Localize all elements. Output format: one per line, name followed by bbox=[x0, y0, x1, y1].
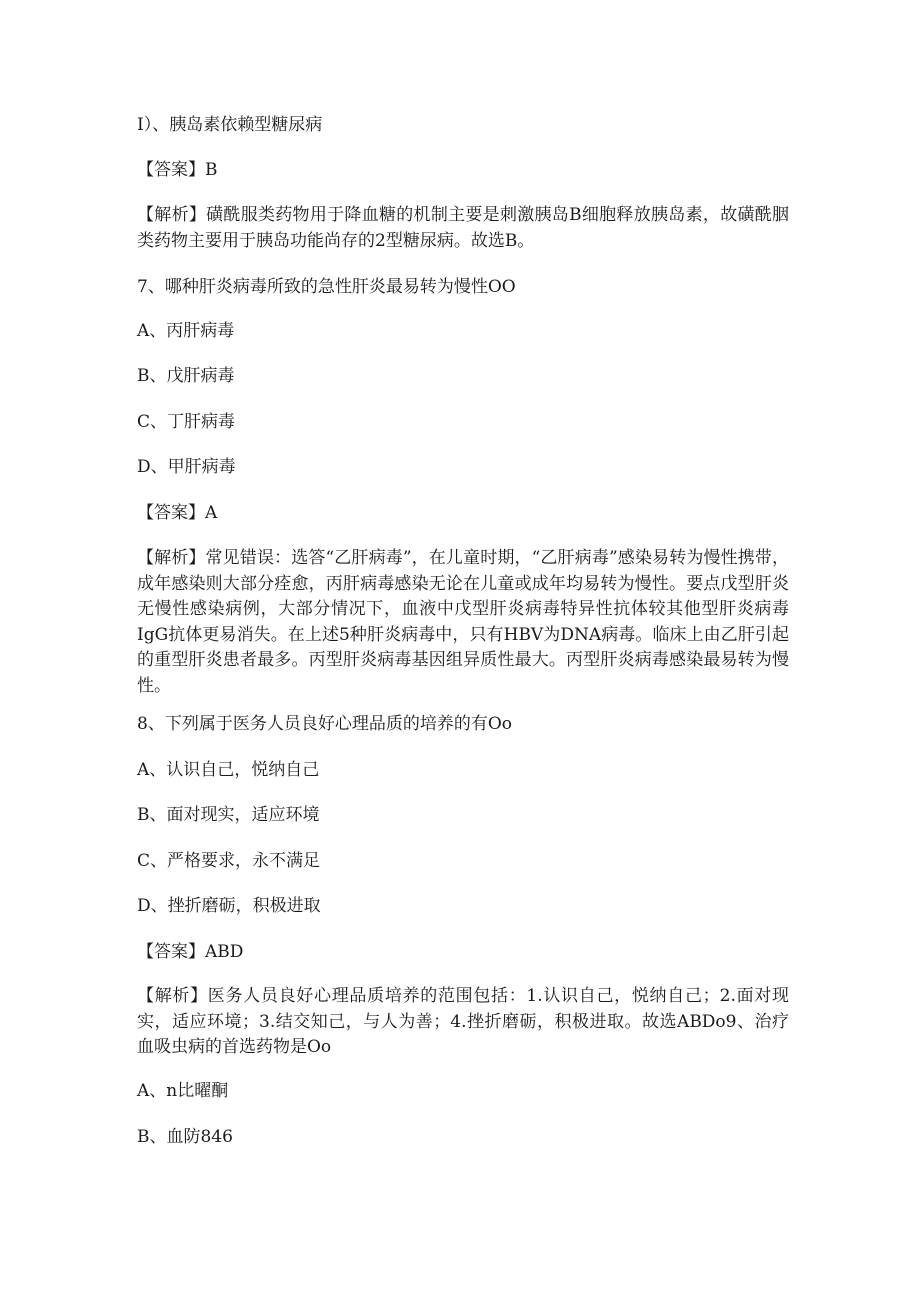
q9-option-a: A、n比曜酮 bbox=[137, 1081, 229, 1101]
q7-option-c: C、丁肝病毒 bbox=[137, 412, 236, 432]
q7-option-b: B、戊肝病毒 bbox=[137, 366, 235, 386]
prev-question-option-d: I）、胰岛素依赖型糖尿病 bbox=[137, 115, 323, 135]
q8-option-a: A、认识自己，悦纳自己 bbox=[137, 760, 320, 780]
answer-q7: 【答案】A bbox=[137, 503, 218, 523]
q7-option-d: D、甲肝病毒 bbox=[137, 457, 236, 477]
analysis-q8: 【解析】医务人员良好心理品质培养的范围包括：1.认识自己，悦纳自己；2.面对现实，适应环境；3.结交知己，与人为善；4.挫折磨砺，积极进取。故选ABDo9、治疗血吸虫病的首选药物是Oo bbox=[137, 986, 789, 1057]
analysis-q7: 【解析】常见错误：选答“乙肝病毒”，在儿童时期，“乙肝病毒”感染易转为慢性携带，成年感染则大部分痊愈，丙肝病毒感染无论在儿童或成年均易转为慢性。要点戊型肝炎无慢性感染病例，大部分情况下，血液中戊型肝炎病毒特异性抗体较其他型肝炎病毒IgG抗体更易消失。在上述5种肝炎病毒中，只有HBV为DNA病毒。临床上由乙肝引起的重型肝炎患者最多。丙型肝炎病毒基因组异质性最大。丙型肝炎病毒感染最易转为慢性。 bbox=[137, 548, 789, 696]
q9-option-b: B、血防846 bbox=[137, 1127, 233, 1147]
q8-option-b: B、面对现实，适应环境 bbox=[137, 805, 320, 825]
q8-option-c: C、严格要求，永不满足 bbox=[137, 851, 321, 871]
question-8: 8、下列属于医务人员良好心理品质的培养的有Oo bbox=[137, 714, 512, 734]
answer-q8: 【答案】ABD bbox=[137, 942, 244, 962]
q7-option-a: A、丙肝病毒 bbox=[137, 321, 235, 341]
q8-option-d: D、挫折磨砺，积极进取 bbox=[137, 896, 321, 916]
analysis-q6: 【解析】磺酰服类药物用于降血糖的机制主要是刺激胰岛B细胞释放胰岛素，故磺酰胭类药物主要用于胰岛功能尚存的2型糖尿病。故选B。 bbox=[137, 205, 789, 251]
answer-q6: 【答案】B bbox=[137, 160, 218, 180]
question-7: 7、哪种肝炎病毒所致的急性肝炎最易转为慢性OO bbox=[137, 277, 516, 297]
